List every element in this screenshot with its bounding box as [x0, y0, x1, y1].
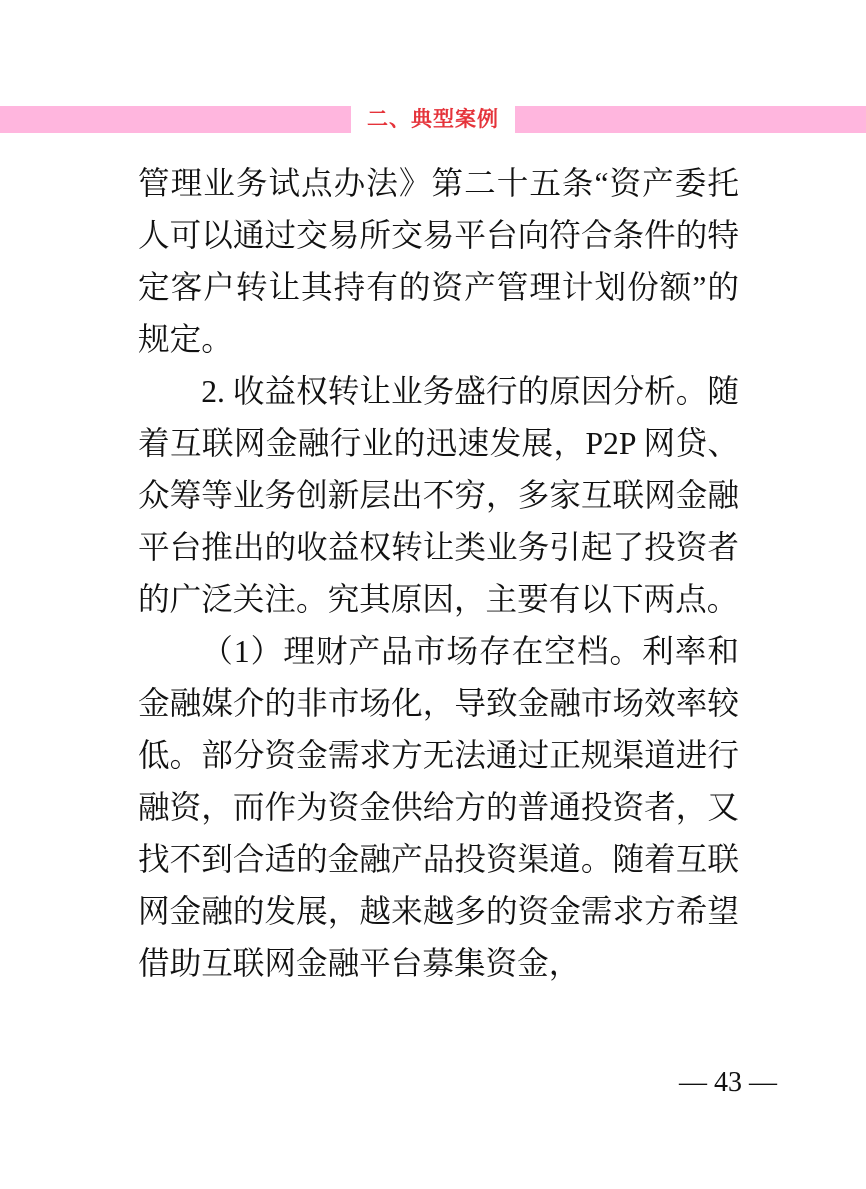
page-number: — 43 —: [679, 1067, 777, 1098]
body-text: [138, 158, 739, 990]
paragraph: 管理业务试点办法》第二十五条“资产委托人可以通过交易所交易平台向符合条件的特定客户转让其持有的资产管理计划份额”的规定。: [138, 166, 739, 357]
header-band-left-segment: [0, 106, 351, 133]
chapter-title-box: [351, 106, 515, 133]
chapter-header-band: [0, 106, 866, 133]
chapter-title: 二、典型案例: [367, 108, 499, 131]
paragraph: 2. 收益权转让业务盛行的原因分析。随着互联网金融行业的迅速发展，P2P 网贷、众筹等业务创新层出不穷，多家互联网金融平台推出的收益权转让类业务引起了投资者的广泛关注。究其原因，主要有以下两点。: [138, 374, 739, 617]
paragraph: （1）理财产品市场存在空档。利率和金融媒介的非市场化，导致金融市场效率较低。部分资金需求方无法通过正规渠道进行融资，而作为资金供给方的普通投资者，又找不到合适的金融产品投资渠道。随着互联网金融的发展，越来越多的资金需求方希望借助互联网金融平台募集资金，: [138, 634, 739, 981]
header-band-right-segment: [515, 106, 866, 133]
